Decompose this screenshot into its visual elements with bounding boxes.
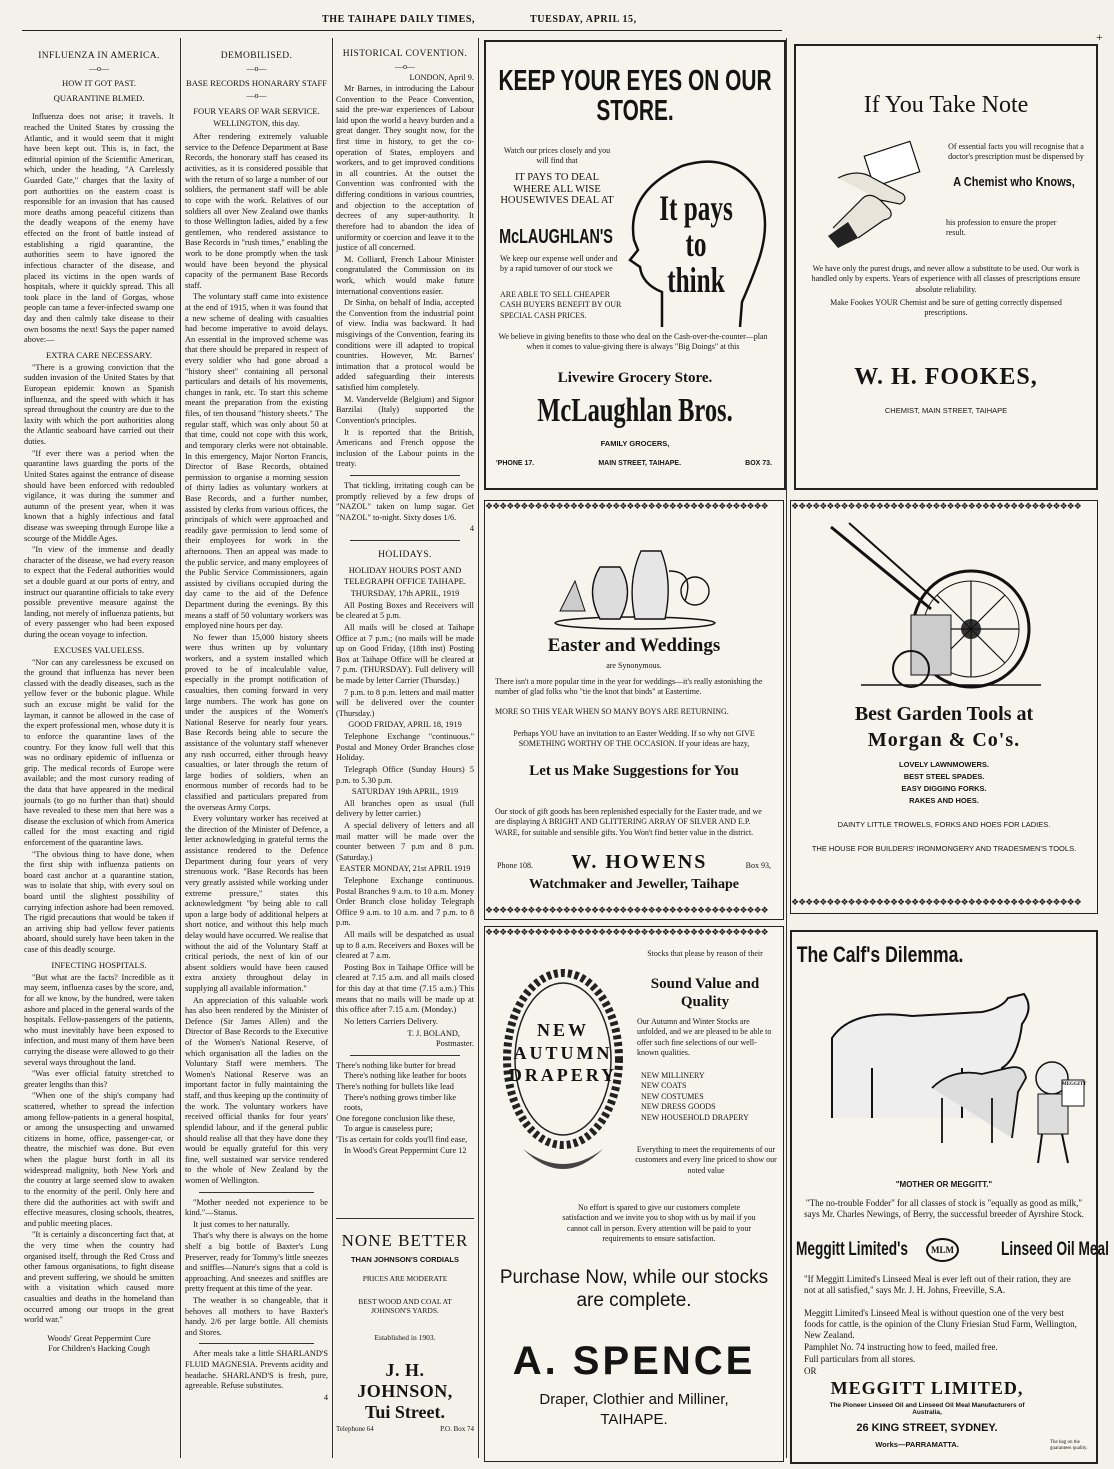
holiday-date: EASTER MONDAY, 21st APRIL 1919 (339, 864, 471, 874)
ad-store-name: McLAUGHLAN'S (499, 226, 613, 248)
ornament-border: ❖❖❖❖❖❖❖❖❖❖❖❖❖❖❖❖❖❖❖❖❖❖❖❖❖❖❖❖❖❖❖❖❖❖❖❖❖❖❖❖ (485, 501, 768, 511)
badge-text (507, 1019, 619, 1087)
ad-spence (484, 926, 784, 1462)
paragraph: Dr Sinha, on behalf of India, accepted the Convention from the industrial point of view. India was backward. It had misgivings of the Convention, fearing its conditions were ill adapted to tropical countries. However, Mr. Barnes' intimation that a protocol would be added safeguarding their interests satisfied him completely. (336, 298, 474, 393)
ad-line: MORE SO THIS YEAR WHEN SO MANY BOYS ARE RETURNING. (495, 707, 729, 716)
ad-line: Our stock of gift goods has been replenished especially for the Easter trade, and we are displaying A BRIGHT AND GLITTERING ARRAY OF SILVER AND E.P. WARE, for suitable and sensible gifts. You Won't find better value in the district. (495, 807, 762, 837)
ad-line: THE HOUSE FOR BUILDERS' IRONMONGERY AND TRADESMEN'S TOOLS. (811, 844, 1077, 853)
ad-company: MEGGITT LIMITED, (830, 1378, 1024, 1398)
issue-date: TUESDAY, APRIL 15, (530, 14, 637, 25)
ornament-border: ❖❖❖❖❖❖❖❖❖❖❖❖❖❖❖❖❖❖❖❖❖❖❖❖❖❖❖❖❖❖❖❖❖❖❖❖❖❖❖❖ (485, 927, 768, 937)
tool-item: EASY DIGGING FORKS. (901, 784, 987, 793)
ad-line: Make Fookes YOUR Chemist and be sure of getting correctly dispensed prescriptions. (830, 298, 1062, 318)
ad-trade: Draper, Clothier and Milliner, (539, 1391, 729, 1408)
paragraph: "If ever there was a period when the quarantine laws guarding the ports of the United States against the entrance of disease should have been enforced with redoubled vigilance, it was during the summer and autumn of the present year, when it was known that a highly infectious and fatal disease was sweeping through Europe like a scourge of the Middle Ages. (24, 448, 174, 543)
badge-line: NEW (536, 1020, 589, 1040)
poem-line: There's nothing like butter for bread (336, 1060, 456, 1070)
hand-prescription-icon (828, 138, 948, 248)
article-demobilised (185, 38, 328, 1460)
ad-phone: Phone 108. (497, 861, 533, 870)
paragraph: An appreciation of this valuable work has also been rendered by the Minister of Defence (Sir James Allen) and the Director of Base Records to the Executive of the Women's National Reserve, of which organisation all the ladies on the Voluntary Staff were members. The Women's National Reserve was an important factor in fully maintaining the staff, and thus keeping up the continuity of the work. The voluntary workers have received official thanks for four years' splendid labour, and if the general public should realise all that they have done they would be equally grateful for this very fine, well sustained war service rendered to the whole of New Zealand by the women of Wellington. (185, 995, 328, 1185)
article-influenza (24, 38, 174, 1460)
holiday-date: SATURDAY 19th APRIL, 1919 (351, 787, 459, 797)
paragraph: "When one of the ship's company had scattered, whether to spread the infection among fellow-patients in a general hospital, or among the unsuspecting and unwarned citizens in home, office, passenger-car, or theatre, the mischief was done. But even when the plague burst forth in all its widespread malignity, both New York and the country at large seemed slow to awaken to the enormity of the peril. Only here and there did the authorities act with swift and effective measures, closing schools, theatres, and public meeting places. (24, 1091, 174, 1228)
holiday-date: THURSDAY, 17th APRIL, 1919 (350, 589, 460, 599)
ad-line: We keep our expense well under and by a rapid turnover of our stock we (500, 254, 618, 274)
ad-phone: 'PHONE 17. (496, 460, 535, 467)
paragraph: Every voluntary worker has received at the direction of the Minister of Defence, a letter acknowledging in grateful terms the assistance rendered to the Defence Department during four years of very strenuous work. "Base Records has been very greatly assisted while working under extreme pressure," states this acknowledgment "by being able to call upon a large body of additional helpers at short notice, and without this help much delay would have occurred. We realise that without the aid of the Voluntary Staff at critical periods, the next of kin of our absent soldiers would have been caused extra anxiety throughout delay in supplying all available information." (185, 814, 328, 993)
ad-subtitle: Sound Value and Quality (650, 976, 760, 1010)
paragraph: A special delivery of letters and all mail matter will be made over the counter between 7 p.m and 8 p.m. (Saturday.) (336, 820, 474, 862)
holiday-date: GOOD FRIDAY, APRIL 18, 1919 (348, 720, 462, 730)
article-heading: DEMOBILISED. (220, 51, 293, 61)
ad-line: "If Meggitt Limited's Linseed Meal is ever left out of their ration, they are not at all satisfied," says Mr. J. H. Johns, Freeville, S.A. (804, 1274, 1071, 1295)
ornament-border: ❖❖❖❖❖❖❖❖❖❖❖❖❖❖❖❖❖❖❖❖❖❖❖❖❖❖❖❖❖❖❖❖❖❖❖❖❖❖❖❖ (485, 905, 768, 915)
paragraph: All branches open as usual (full delivery by letter carrier.) (336, 798, 474, 819)
paragraph: 7 p.m. to 8 p.m. letters and mail matter will be delivered over the counter (Thursday.) (336, 687, 474, 718)
ad-subtitle: Let us Make Suggestions for You (529, 763, 739, 779)
ad-line: Full particulars from all stores. (804, 1354, 916, 1364)
col-divider-3 (478, 38, 479, 1458)
paragraph: "The obvious thing to have done, when the first ship with influenza patients on board cast anchor at a quarantine station, was to isolate that ship, with every soul on board until the slightest possibility of carrying infection ashore had been removed. The rigid precautions that would be taken if an arriving ship had yellow fever patients aboard, should surely have been taken in the case of this deadly scourge. (24, 849, 174, 955)
brand-right: Linseed Oil Meal (1000, 1239, 1109, 1260)
ad-number: 4 (469, 524, 474, 534)
top-rule (22, 30, 782, 31)
col-divider-4 (786, 38, 787, 1458)
col-divider-1 (180, 38, 181, 1458)
product-item: NEW COSTUMES (641, 1091, 704, 1101)
paragraph: "Nor can any carelessness be excused on the ground that influenza has never been classed with the deadly diseases, such as the yellow fever or the bubonic plague. While such an excuse might be valid for the layman, it cannot be allowed in the case of the expert professional men, whose duty it is to enforce the quarantine laws of the country. For they know full well that this was no ordinary epidemic of influenza or grip. The medical records of Europe were available; and the most cursory reading of the data that have appeared in the medical journals (to go no further than that) should have revealed to these men that here was a disease the exclusion of which from America called for the most exacting and rigid enforcement of the quarantine laws. (24, 657, 174, 847)
dateline: WELLINGTON, this day. (213, 118, 300, 128)
brand-line (796, 1238, 1109, 1262)
ad-contact (496, 460, 772, 467)
ad-line: ARE ABLE TO SELL CHEAPER CASH BUYERS BENEFIT BY OUR SPECIAL CASH PRICES. (500, 290, 622, 320)
ad-line: The Pioneer Linseed Oil and Linseed Oil Meal Manufacturers of Australia, (829, 1402, 1025, 1416)
ad-works: Works—PARRAMATTA. (875, 1440, 959, 1449)
paragraph: M. Vandervelde (Belgium) and Signor Barzilai (Italy) supported the Convention's principles. (336, 394, 474, 425)
ad-sharland: After meals take a little SHARLAND'S FLUID MAGNESIA. Prevents acidity and headache. SHARLAND'S is fresh, pure, agreeable. Refuse substitutes. (185, 1349, 328, 1391)
poem-line: In Wood's Great Peppermint Cure 12 (344, 1145, 467, 1155)
ad-number: 4 (323, 1392, 328, 1402)
ad-town: TAIHAPE. (600, 1411, 668, 1428)
ad-woods-cure (24, 1334, 174, 1355)
page-mark: + (1096, 30, 1103, 44)
ad-street: MAIN STREET, TAIHAPE. (598, 460, 682, 467)
brand-left: Meggitt Limited's (796, 1239, 908, 1260)
ad-title: Easter and Weddings (547, 635, 721, 656)
paragraph: It is reported that the British, Americans and French oppose the inclusion of the Labour points in the treaty. (336, 427, 474, 469)
ad-box: Box 93, (745, 861, 771, 870)
mlm-logo-icon: MLM (926, 1238, 959, 1262)
paragraph: M. Colliard, French Labour Minister congratulated the Commission on its work, which would make future international conventions easier. (336, 254, 474, 296)
ad-bros: McLaughlan Bros. (537, 392, 733, 429)
paragraph: Influenza does not arise; it travels. It reached the United States by crossing the Atlantic, and it would seem that it might have been kept out. This is, in fact, the editorial opinion of the Scientific American, which, under the heading, "A Carelessly Guarded Gate," charges that the laxity of port authorities on the eastern coast is responsible for an invasion that has caused more deaths among peaceful citizens than the deadly weapons of the enemy have effected on the front of battle instead of establishing a rigid quarantine, the authorities seem to have ignored the infectious character of the disease, and placed its victims in the open wards of hospitals, where it quickly spread. This all took place in the land of Gorgas, whose people can tame a fever-infected swamp one day and then calmly take disease to their own bosoms the next! Says the paper named above:— (24, 112, 174, 345)
ad-meggitt (790, 930, 1109, 1464)
ad-morgan (790, 500, 1098, 914)
ad-line: We have only the purest drugs, and never allow a substitute to be used. Our work is handled only by experts. Years of experience with all classes of prescriptions ensure absolute reliability. (811, 264, 1081, 294)
head-text: It pays to think (659, 188, 733, 300)
paragraph: "It is certainly a disconcerting fact that, at the very time when the country had organised itself, through the Red Cross and other famous organisations, to fight disease and prevent suffering, we should be smitten with a visitation which caused more casualties and deaths in the homeland than occurred among our troops in the great world war." (24, 1230, 174, 1325)
paragraph: "Was ever official fatuity stretched to greater lengths than this? (24, 1069, 174, 1089)
ad-title: Best Garden Tools at (854, 703, 1034, 725)
ad-line: PRICES ARE MODERATE (362, 1274, 448, 1283)
paragraph: "But what are the facts? Incredible as it may seem, influenza cases by the score, and, for all we know, by the hundred, were taken ashore and placed in the general wards of the hospitals. Fellow-passengers of the patients, who must inevitably have been exposed to infection, and must many of them have been carrying the disease were allowed to go their several ways throughout the land. (24, 972, 174, 1067)
ad-line: DAINTY LITTLE TROWELS, FORKS AND HOES FOR LADIES. (837, 820, 1051, 829)
ad-line: BEST WOOD AND COAL AT JOHNSON'S YARDS. (358, 1297, 452, 1315)
dateline: LONDON, April 9. (409, 73, 474, 83)
ad-street: Tui Street. (364, 1402, 445, 1422)
ad-line: Of essential facts you will recognise that a doctor's prescription must be dispensed by (948, 142, 1084, 162)
ad-title: NONE BETTER (341, 1231, 469, 1250)
ad-line: Meggitt Limited's Linseed Meal is without question one of the very best foods for cattle, is the opinion of the Cluny Friesian Stud Farm, Wellington, New Zealand. (804, 1308, 1077, 1340)
ad-title: The Calf's Dilemma. (796, 942, 964, 967)
article-subheading: QUARANTINE BLMED. (53, 93, 145, 104)
paper-title: THE TAIHAPE DAILY TIMES, (322, 14, 476, 25)
poem (336, 1061, 474, 1156)
poem-line: To argue is causeless pure; (344, 1124, 433, 1134)
silverware-icon (545, 531, 725, 631)
ad-line: "The no-trouble Fodder" for all classes of stock is "equally as good as milk," says Mr. Charles Newings, of Berry, the successful breeder of Ayrshire Stock. (804, 1198, 1084, 1220)
paragraph: No fewer than 15,000 history sheets were thus written up by voluntary workers, and a system installed which proved to be of incalculable value, especially in the prompt notification of casualties, then coming forward in very large numbers. The work has gone on under the auspices of the Women's National Reserve for nearly four years. Base Records being able to secure the assistance of the voluntary staff whenever any rush occurred, either through heavy casualties, or later through the return of large bodies of soldiers, when an enormous number of records had to be classified and particulars prepared from the overseas Army Corps. (185, 632, 328, 812)
ad-address: CHEMIST, MAIN STREET, TAIHAPE (884, 406, 1008, 415)
paragraph: All Posting Boxes and Receivers will be cleared at 5 p.m. (336, 600, 474, 621)
ad-fookes (794, 44, 1098, 490)
holidays-subheading: HOLIDAY HOURS POST AND TELEGRAPH OFFICE TAIHAPE. (343, 565, 467, 587)
paragraph: After rendering extremely valuable service to the Defence Department at Base Records, the honorary staff has ceased its activities, as it is considered possible that with the return of so large a number of our soldiers, the permanent staff will be able to cope with the work. Relatives of our soldiers all over New Zealand owe thanks to those Wellington ladies, aided by a few gentlemen, who rendered assistance to Base Records in "rush times," enabling the work to be done promptly when the task would have been beyond the physical capacity of the permanent Base Records staff. (185, 132, 328, 290)
ornament-border: ❖❖❖❖❖❖❖❖❖❖❖❖❖❖❖❖❖❖❖❖❖❖❖❖❖❖❖❖❖❖❖❖❖❖❖❖❖❖❖❖❖ (791, 501, 1081, 511)
paragraph: "There is a growing conviction that the sudden invasion of the United States by that European epidemic known as Spanish influenza, and the speed with which it has spread throughout the country are due to the laxity with which the port authorities along the Atlantic seaboard have carried out their duties. (24, 362, 174, 447)
tool-list (791, 759, 1097, 807)
ad-caption: "MOTHER OR MEGGITT." (895, 1180, 993, 1189)
paragraph: Telephone Exchange "continuous." Postal and Money Order Branches close Holiday. (336, 732, 474, 763)
divider (199, 1192, 314, 1193)
ad-line: We believe in giving benefits to those who deal on the Cash-over-the-counter—plan when it comes to value-giving there is always "Big Doings" at this (498, 332, 768, 352)
ad-box: BOX 73. (745, 460, 772, 467)
paragraph: It just comes to her naturally. (193, 1219, 290, 1229)
tool-item: BEST STEEL SPADES. (903, 772, 985, 781)
poem-line: There's nothing like leather for boots (344, 1071, 467, 1081)
product-list (641, 1071, 781, 1123)
product-item: NEW HOUSEHOLD DRAPERY (641, 1112, 749, 1122)
product-item: NEW MILLINERY (641, 1071, 705, 1080)
ad-contact (336, 1425, 474, 1433)
ad-signature (497, 851, 771, 874)
ad-line: Woods' Great Peppermint Cure (47, 1333, 151, 1343)
section-heading: EXTRA CARE NECESSARY. (45, 349, 153, 360)
ad-line: For Children's Hacking Cough (48, 1344, 150, 1354)
ad-johnson (336, 1218, 474, 1459)
ad-line: Watch our prices closely and you will find that (503, 146, 611, 166)
separator: —o— (246, 64, 267, 74)
ad-howens (484, 500, 784, 920)
paragraph: The voluntary staff came into existence at the end of 1915, when it was found that a new scheme of dealing with casualties had become imperative to avoid delays. An essential in the improved scheme was that there should be prepared in respect of every soldier who had gone abroad a "history sheet" containing all personal particulars and details of his movements, changes in rank, etc. To start this scheme meant the preparation from the existing files, of ten thousand "history sheets." The regular staff, which was only about 50 at that time, could not cope with this work, and temporary clerks were not obtainable. In this emergency, Major Norton Francis, Director of Base Records, obtained permission to organise a morning session of thirty ladies as voluntary workers at Base Records, and a further number, assisted by clerks from various offices, the principals of which were approached and readily gave permission to lend some of their employees for work in the afternoons. Then an appeal was made to the public service, and many employees of the Public Service Commissioners, again assisted by civilians occupied during the day came to the aid of the Defence Department during the evenings. By this means a staff of 50 voluntary workers was employed nine hours per day. (185, 292, 328, 631)
article-heading: INFLUENZA IN AMERICA. (38, 51, 160, 61)
poem-line: 'Tis as certain for colds you'll find ease, (336, 1135, 468, 1144)
divider (350, 1055, 460, 1056)
separator: —o— (395, 62, 415, 72)
paragraph: No letters Carriers Delivery. (344, 1016, 438, 1026)
ad-quote: "Mother needed not experience to be kind."—Stanus. (185, 1197, 328, 1218)
corner-note: The bag on the guarantees quality. (1050, 1440, 1088, 1451)
paragraph: Mr Barnes, in introducing the Labour Convention to the Peace Convention, said the pre-war experiences of Labour laid upon the world a heavy burden and a great danger. They sought now, for the first time in history, to get the co-operation of States, employers and workers, and to get improved conditions in all countries. At the outset the Convention was confronted with the differing conditions in various countries, and objection to the acceptation of decrees of any super-authority. It therefore had to abandon the idea of uniformity or coercion and leave it to the justice of all concerned. (336, 84, 474, 253)
ad-line: Perhaps YOU have an invitation to an Easter Wedding. If so why not GIVE SOMETHING WORTHY OF THE OCCASION. If your ideas are hazy, (513, 729, 755, 749)
poem-line: There's nothing grows timber like roots, (344, 1092, 457, 1113)
ad-line: IT PAYS TO DEAL WHERE ALL WISE HOUSEWIVES DEAL AT (500, 172, 614, 207)
poem-line: There's nothing for bullets like lead (336, 1081, 454, 1091)
paragraph: Telephone Exchange continuous. Postal Branches 9 a.m. to 10 a.m. Money Order Branch close holiday Telegraph Office 9 a.m. to 10 a.m. and 7 p.m. to 8 p.m. (336, 875, 474, 928)
col-divider-2 (332, 38, 333, 1458)
ad-name: W. H. FOOKES, (854, 364, 1038, 390)
ad-line: Everything to meet the requirements of our customers and every line priced to show our noted value (635, 1145, 777, 1175)
ad-nazol: That tickling, irritating cough can be promptly relieved by a few drops of "NAZOL" taken on lump sugar. Get "NAZOL" to-night. Sixty doses 1/6. (336, 480, 474, 522)
section-heading: INFECTING HOSPITALS. (51, 959, 147, 970)
ad-line: FAMILY GROCERS, (600, 439, 670, 448)
signer-title: Postmaster. (435, 1039, 474, 1049)
product-item: NEW COATS (641, 1081, 687, 1091)
product-item: NEW DRESS GOODS (641, 1102, 716, 1112)
ad-tel: Telephone 64 (336, 1425, 374, 1433)
separator: —o— (246, 91, 267, 101)
ad-line: No effort is spared to give our customers complete satisfaction and we invite you to shop with us by mail if you cannot call in person. Every attention will be paid to your requirements to ensure satisfaction. (562, 1203, 756, 1244)
paragraph: All mails will be despatched as usual up to 8 a.m. Receivers and Boxes will be cleared at 7 a.m. (336, 930, 474, 961)
separator: —o— (89, 64, 109, 74)
paragraph: "In view of the immense and deadly character of the disease, we had every reason to expect that the Federal authorities would set a double guard at our ports of entry, and instruct our quarantine officials to take every possible preventive measure against the landing, not merely of influenza patients, but of every passenger who had been exposed during the ocean voyage to infection. (24, 545, 174, 640)
ad-title: If You Take Note (863, 92, 1029, 118)
ad-line: his profession to ensure the proper result. (946, 218, 1057, 238)
ad-name: W. HOWENS (571, 851, 708, 873)
paragraph: The weather is so changeable, that it behoves all mothers to have Baxter's handy. 2/6 per large bottle. All chemists and Stores. (185, 1296, 328, 1337)
article-subheading: HOW IT GOT PAST. (61, 78, 136, 89)
ad-line: Stocks that please by reason of their (647, 949, 763, 958)
ad-line: Established in 1903. (374, 1333, 436, 1342)
divider (350, 540, 460, 541)
ad-line: There isn't a more popular time in the year for weddings—it's really astonishing the number of glad folks who "tie the knot that binds" at Eastertime. (495, 677, 763, 697)
ad-line: Pamphlet No. 74 instructing how to feed, mailed free. (804, 1342, 998, 1352)
can-label: MEGGITT (1062, 1082, 1087, 1087)
ad-store: Livewire Grocery Store. (557, 370, 713, 386)
ad-name: A. SPENCE (512, 1339, 756, 1383)
paragraph: Telegraph Office (Sunday Hours) 5 p.m. to 5.30 p.m. (336, 764, 474, 785)
divider (350, 475, 460, 476)
ad-title: KEEP YOUR EYES ON OUR STORE. (498, 65, 772, 128)
ad-name: J. H. JOHNSON, (357, 1360, 453, 1401)
section-heading: EXCUSES VALUELESS. (53, 644, 145, 655)
ad-line: Our Autumn and Winter Stocks are unfolded, and we are pleased to be able to offer such fine selections of our well-known qualities. (637, 1017, 772, 1058)
article-heading: HISTORICAL COVENTION. (342, 49, 468, 59)
poem-line: One foregone conclusion like these, (336, 1113, 456, 1123)
ad-mclaughlan (484, 40, 786, 490)
cow-calf-icon (812, 968, 1092, 1168)
ad-box: P.O. Box 74 (440, 1425, 474, 1433)
ad-line: OR (804, 1366, 817, 1376)
tool-item: LOVELY LAWNMOWERS. (898, 760, 989, 769)
ad-trade: Watchmaker and Jeweller, Taihape (528, 877, 740, 892)
badge-line: AUTUMN (513, 1042, 613, 1063)
ad-chemist: A Chemist who Knows, (953, 174, 1075, 189)
ad-title: Morgan & Co's. (867, 729, 1021, 751)
divider (199, 1343, 314, 1344)
lawnmower-icon (821, 519, 1071, 695)
ad-line: are Synonymous. (606, 661, 662, 670)
ad-headline: Purchase Now, while our stocks are complete. (499, 1267, 769, 1311)
ornament-border: ❖❖❖❖❖❖❖❖❖❖❖❖❖❖❖❖❖❖❖❖❖❖❖❖❖❖❖❖❖❖❖❖❖❖❖❖❖❖❖❖❖ (791, 897, 1081, 907)
ad-address: 26 KING STREET, SYDNEY. (856, 1422, 998, 1434)
paragraph: All mails will be closed at Taihape Office at 7 p.m.; (no mails will be made up on Good Friday, (18th inst) Posting Box at Taihape Office will be cleared at 7 p.m. (THURSDAY). Full delivery will be made by letter Carrier (Thursday.) (336, 622, 474, 686)
signer: T. J. BOLAND, (407, 1028, 460, 1038)
ad-subtitle: THAN JOHNSON'S CORDIALS (350, 1255, 460, 1264)
badge-line: DRAPERY (508, 1065, 618, 1085)
masthead (0, 0, 1114, 44)
holidays-heading: HOLIDAYS. (378, 549, 432, 560)
article-subheading: BASE RECORDS HONARARY STAFF (185, 78, 328, 89)
paragraph: Posting Box in Taihape Office will be cleared at 7.15 a.m. and all mails closed for this day at that time (7.15 a.m.) This means that no mails will be made up at this office after 7.15 a.m. (Monday.) (336, 962, 474, 1015)
tool-item: RAKES AND HOES. (909, 796, 979, 805)
article-subheading: FOUR YEARS OF WAR SERVICE. (193, 105, 320, 116)
paragraph: That's why there is always on the home shelf a big bottle of Baxter's Lung Preserver, ready for Tommy's little sneezes and sniffles—Nature's signs that a cold is approaching. And sneezes and sniffles are pretty frequent at this time of the year. (185, 1231, 328, 1294)
